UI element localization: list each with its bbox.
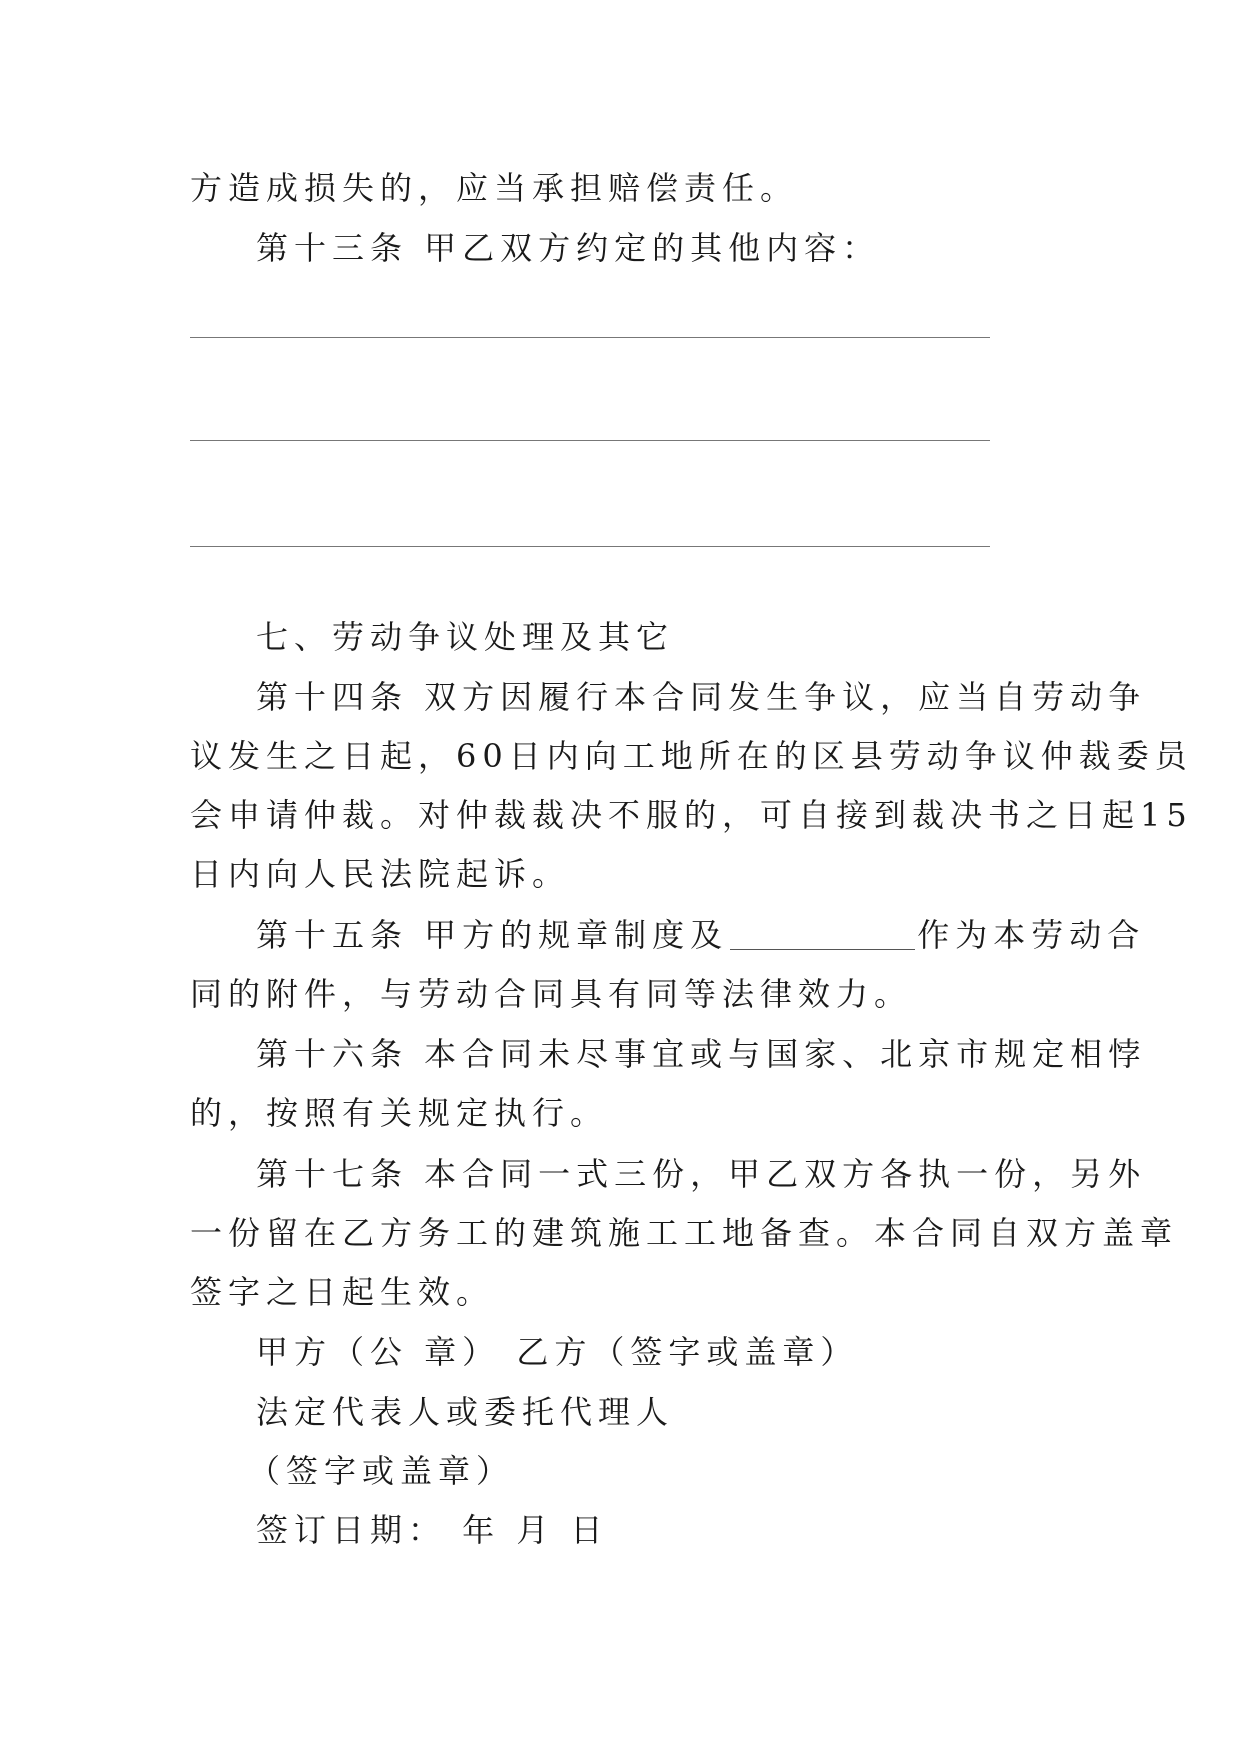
article-14-line: 会申请仲裁。对仲裁裁决不服的，可自接到裁决书之日起15 — [190, 796, 1193, 834]
blank-fill-line — [190, 337, 990, 338]
article-15-line — [256, 915, 1145, 955]
article-14-line: 日内向人民法院起诉。 — [190, 855, 571, 893]
blank-fill-line — [190, 440, 990, 441]
representative-signature: （签字或盖章） — [248, 1452, 515, 1490]
signature-parties: 甲方（公 章） 乙方（签字或盖章） — [256, 1333, 859, 1371]
article-16-line: 的，按照有关规定执行。 — [190, 1094, 609, 1132]
article-14-line: 议发生之日起，60日内向工地所在的区县劳动争议仲裁委员 — [190, 737, 1193, 775]
article-15-line: 同的附件，与劳动合同具有同等法律效力。 — [190, 975, 913, 1013]
article-17-line: 签字之日起生效。 — [190, 1273, 495, 1311]
article-17-line: 第十七条 本合同一式三份，甲乙双方各执一份，另外 — [256, 1155, 1147, 1193]
article-13-heading: 第十三条 甲乙双方约定的其他内容： — [256, 229, 881, 267]
blank-fill-line — [190, 546, 990, 547]
article-15-text: 作为本劳动合 — [917, 916, 1146, 954]
section-7-heading: 七、劳动争议处理及其它 — [256, 618, 675, 656]
paragraph-line: 方造成损失的，应当承担赔偿责任。 — [190, 169, 799, 207]
article-16-line: 第十六条 本合同未尽事宜或与国家、北京市规定相悖 — [256, 1035, 1147, 1073]
article-14-line: 第十四条 双方因履行本合同发生争议，应当自劳动争 — [256, 678, 1147, 716]
signing-date: 签订日期： 年 月 日 — [256, 1511, 609, 1549]
article-17-line: 一份留在乙方务工的建筑施工工地备查。本合同自双方盖章 — [190, 1214, 1179, 1252]
legal-representative: 法定代表人或委托代理人 — [256, 1393, 675, 1431]
blank-field — [730, 948, 915, 950]
article-15-text: 第十五条 甲方的规章制度及 — [256, 916, 729, 954]
